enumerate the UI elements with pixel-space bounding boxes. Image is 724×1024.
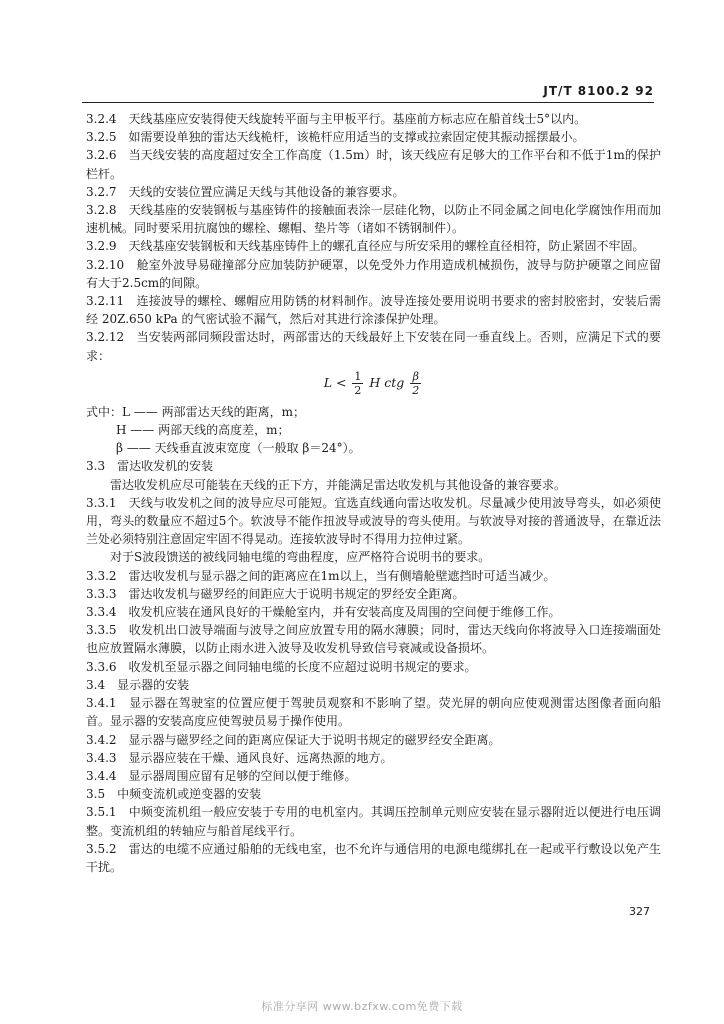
- formula-frac1-den: 2: [354, 383, 362, 397]
- formula-fraction-half: [352, 370, 363, 397]
- clause-3-3-4: 3.3.4 收发机应装在通风良好的干燥舱室内，并有安装高度及周围的空间便于维修工作。: [86, 605, 561, 620]
- section-3-5-title: 3.5 中频变流机或逆变器的安装: [86, 787, 262, 802]
- clause-3-3-6: 3.3.6 收发机至显示器之间同轴电缆的长度不应超过说明书规定的要求。: [86, 659, 477, 674]
- clause-3-3-3: 3.3.3 雷达收发机与磁罗经的间距应大于说明书规定的罗经安全距离。: [86, 586, 465, 601]
- clause-3-4-2: 3.4.2 显示器与磁罗经之间的距离应保证大于说明书规定的磁罗经安全距离。: [86, 732, 501, 747]
- where-lead: 式中：: [86, 404, 123, 419]
- body-text: [86, 110, 661, 876]
- section-3-3-intro: 雷达收发机应尽可能装在天线的正下方，并能满足雷达收发机与其他设备的兼容要求。: [110, 477, 567, 492]
- where-item-beta: β —— 天线垂直波束宽度（一般取 β＝24°）。: [116, 441, 361, 456]
- clause-3-4-4: 3.4.4 显示器周围应留有足够的空间以便于维修。: [86, 768, 357, 783]
- formula-frac2-num: β: [410, 370, 421, 384]
- header-rule: [82, 102, 654, 103]
- clause-3-2-6: 3.2.6 当天线安装的高度超过安全工作高度（1.5m）时，该天线应有足够大的工作平台和不低于1m的保护栏杆。: [86, 148, 661, 181]
- clause-3-2-10: 3.2.10 舱室外波导易碰撞部分应加装防护硬罩，以免受外力作用造成机械损伤，波导与防护硬罩之间应留有大于2.5cm的间隙。: [86, 257, 661, 290]
- formula-fraction-beta: [410, 370, 421, 397]
- clause-3-3-1-note: 对于S波段馈送的被线同轴电缆的弯曲程度，应严格符合说明书的要求。: [110, 550, 491, 565]
- clause-3-2-8: 3.2.8 天线基座的安装钢板与基座铸件的接触面表涂一层硅化物，以防止不同金属之间电化学腐蚀作用而加速机械。同时要采用抗腐蚀的螺栓、螺帽、垫片等（诸如不锈钢制件）。: [86, 203, 661, 236]
- clause-3-5-2: 3.5.2 雷达的电缆不应通过船舶的无线电室，也不允许与通信用的电源电缆绑扎在一起或平行敷设以免产生干扰。: [86, 841, 661, 874]
- formula-lhs: L <: [323, 374, 347, 390]
- section-3-4-title: 3.4 显示器的安装: [86, 677, 190, 692]
- formula-frac2-den: 2: [412, 383, 420, 397]
- clause-3-5-1: 3.5.1 中频变流机组一般应安装于专用的电机室内。其调压控制单元则应安装在显示器附近以便进行电压调整。变流机组的转轴应与船首尾线平行。: [86, 805, 661, 838]
- where-line-1: [86, 403, 661, 421]
- clause-3-2-4: 3.2.4 天线基座应安装得使天线旋转平面与主甲板平行。基座前方标志应在船首线士5°以内。: [86, 112, 587, 126]
- formula-mid: H ctg: [369, 374, 405, 390]
- section-3-3-title: 3.3 雷达收发机的安装: [86, 459, 214, 474]
- clause-3-3-1: 3.3.1 天线与收发机之间的波导应尽可能短。宜选直线通向雷达收发机。尽量减少使用波导弯头，如必须使用，弯头的数量应不超过5个。软波导不能作扭波导或波导的弯头使用。与软波导对接的普通波导，在靠近法兰处必须特别注意固定牢固不得晃动。连接软波导时不得用力拉伸过紧。: [86, 495, 661, 547]
- clause-3-2-5: 3.2.5 如需要设单独的雷达天线桅杆，该桅杆应用适当的支撑或拉索固定使其振动摇摆最小。: [86, 130, 585, 145]
- clause-3-2-7: 3.2.7 天线的安装位置应满足天线与其他设备的兼容要求。: [86, 184, 405, 199]
- clause-3-4-1: 3.4.1 显示器在驾驶室的位置应便于驾驶员观察和不影响了望。荧光屏的朝向应使观测雷达图像者面向船首。显示器的安装高度应使驾驶员易于操作使用。: [86, 696, 661, 729]
- watermark-text: 标准分享网 www.bzfxw.com免费下载: [261, 1000, 463, 1013]
- distance-formula: [86, 368, 661, 398]
- where-item-l: L —— 两部雷达天线的距离，m；: [122, 404, 305, 419]
- standard-code-header: JT/T 8100.2 92: [543, 84, 654, 98]
- clause-3-3-5: 3.3.5 收发机出口波导端面与波导之间应放置专用的隔水薄膜；同时，雷达天线向你将波导入口连接端面处也应放置隔水薄膜，以防止雨水进入波导及收发机导致信号衰减或设备损坏。: [86, 623, 661, 656]
- where-item-h: H —— 两部天线的高度差，m；: [116, 423, 290, 438]
- clause-3-2-11: 3.2.11 连接波导的螺栓、螺帽应用防锈的材料制作。波导连接处要用说明书要求的密封胶密封，安装后需经 20Z.650 kPa 的气密试验不漏气，然后对其进行涂漆保护处理。: [86, 294, 661, 327]
- page-number: 327: [629, 905, 650, 918]
- formula-frac1-num: 1: [354, 369, 362, 383]
- clause-3-2-12: 3.2.12 当安装两部同频段雷达时，两部雷达的天线最好上下安装在同一垂直线上。否则，应满足下式的要求：: [86, 330, 661, 363]
- clause-3-2-9: 3.2.9 天线基座安装钢板和天线基座铸件上的螺孔直径应与所安采用的螺栓直径相符，防止紧固不牢固。: [86, 239, 645, 254]
- clause-3-4-3: 3.4.3 显示器应装在干燥、通风良好、远离热源的地方。: [86, 750, 393, 765]
- clause-3-3-2: 3.3.2 雷达收发机与显示器之间的距离应在1m以上，当有侧墙舱壁遮挡时可适当减少。: [86, 568, 556, 583]
